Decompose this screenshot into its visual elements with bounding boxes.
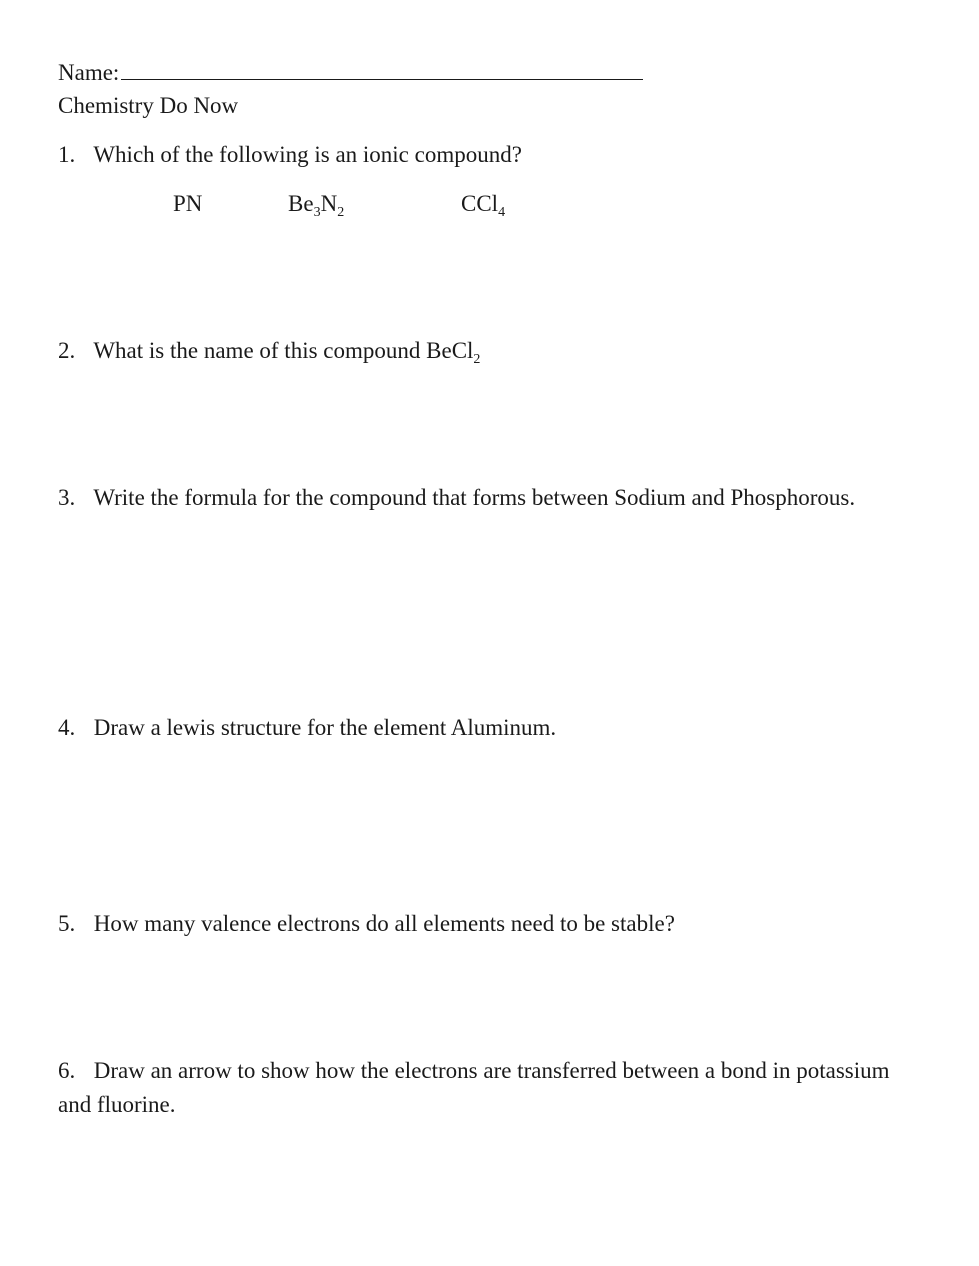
name-field-row xyxy=(58,56,643,90)
question-6 xyxy=(58,1054,928,1122)
question-1 xyxy=(58,138,522,172)
question-number: 6. xyxy=(58,1058,76,1083)
answer-choice-ccl4: CCl$_4$ xyxy=(461,191,506,220)
question-text: Draw a lewis structure for the element Aluminum. xyxy=(93,715,557,740)
question-text: How many valence electrons do all elements need to be stable? xyxy=(93,911,675,936)
name-label: Name: xyxy=(58,60,120,85)
question-number: 2. xyxy=(58,338,76,363)
question-number: 3. xyxy=(58,485,76,510)
question-text: What is the name of this compound xyxy=(93,338,421,363)
compound-formula: BeCl$_2$ xyxy=(426,338,481,367)
question-number: 4. xyxy=(58,715,76,740)
question-text: Draw an arrow to show how the electrons are transferred between a bond in potassium and fluorine. xyxy=(58,1058,890,1117)
question-4 xyxy=(58,711,556,745)
question-5 xyxy=(58,907,675,941)
question-text: Write the formula for the compound that forms between Sodium and Phosphorous. xyxy=(93,485,856,510)
question-2 xyxy=(58,334,480,368)
question-3 xyxy=(58,481,918,515)
answer-choice-be3n2: $Be_3N_2$ xyxy=(288,191,345,220)
question-number: 5. xyxy=(58,911,76,936)
name-blank-line[interactable] xyxy=(121,57,643,80)
worksheet-title: Chemistry Do Now xyxy=(58,93,239,118)
question-text: Which of the following is an ionic compound? xyxy=(93,142,522,167)
question-number: 1. xyxy=(58,142,76,167)
answer-choice-pn: PN xyxy=(173,191,203,216)
